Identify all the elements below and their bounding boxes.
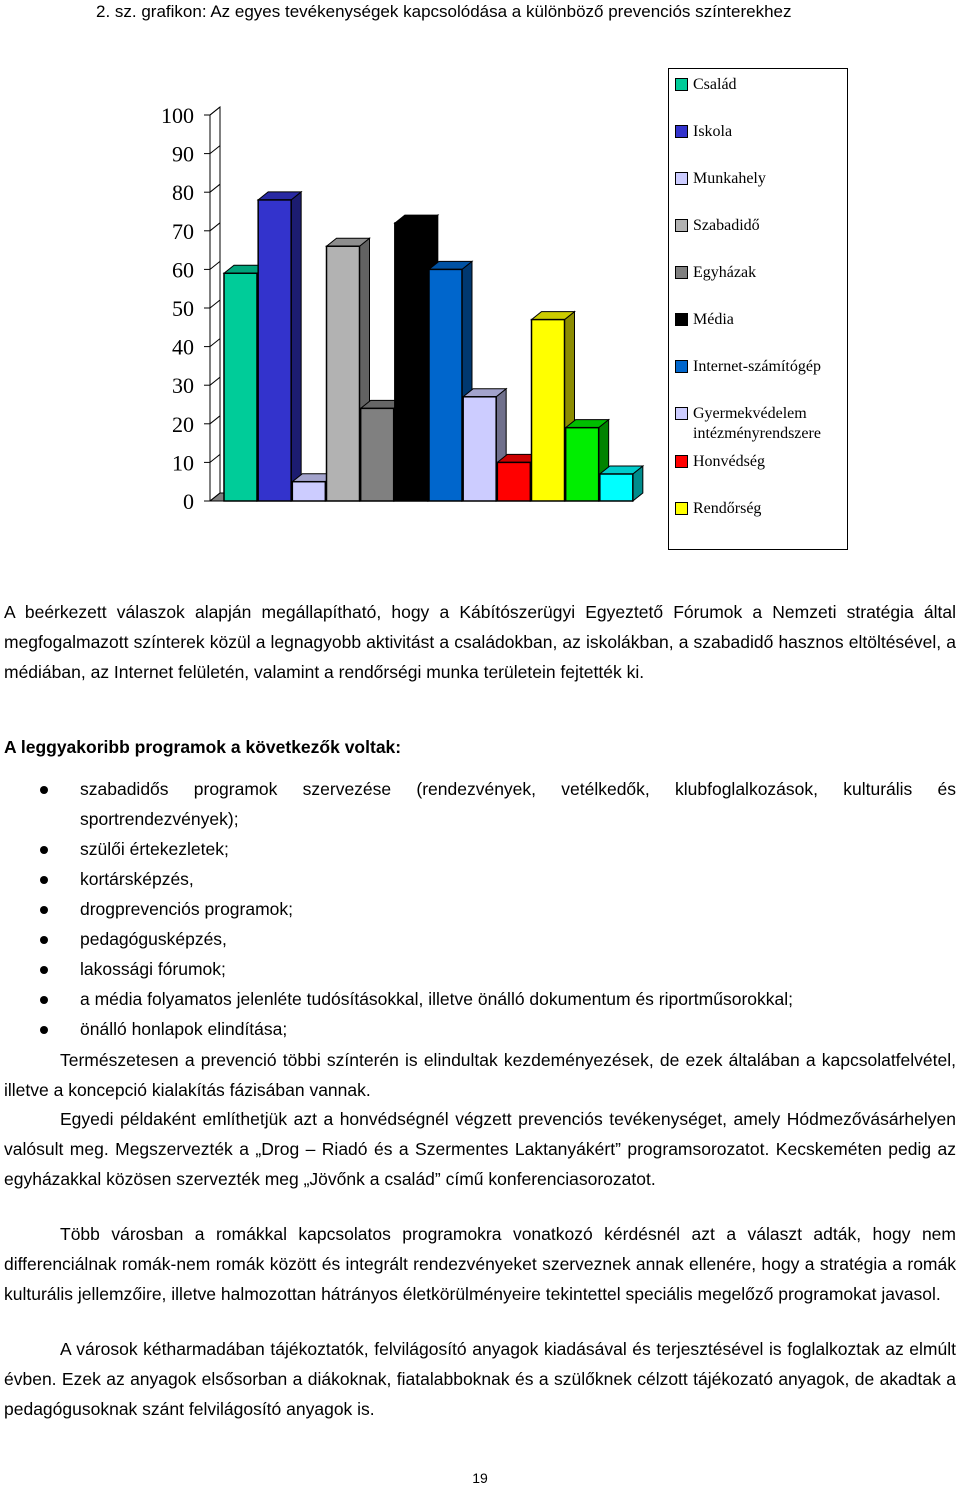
- paragraph-military-example: Egyedi példaként említhetjük azt a honvédségnél végzett prevenciós tevékenységet, amely Hódmezővásárhelyen valósult meg. Megszervezték a „Drog – Riadó és a Szermentes Laktanyákért” programsorozatot. Kecskeméten pedig az egyházakkal közösen szervezték meg „Jövőnk a család” című konferenciasorozatot.: [4, 1109, 956, 1189]
- legend-item: [675, 404, 821, 444]
- y-tick-depth: [210, 377, 220, 385]
- bullet-icon: [40, 1026, 48, 1034]
- legend-swatch: [675, 455, 688, 468]
- legend-item: [675, 310, 734, 330]
- intro-paragraph: A beérkezett válaszok alapján megállapítható, hogy a Kábítószerügyi Egyeztető Fórumok a Nemzeti stratégia által megfogalmazott színterek közül a legnagyobb aktivitást a családokban, az iskolákban, a szabadidő hasznos eltöltésével, a médiában, az Internet felületén, valamint a rendőrségi munka területein fejtették ki.: [4, 602, 956, 682]
- legend-item: [675, 357, 821, 377]
- bar: [429, 269, 462, 501]
- legend-swatch: [675, 172, 688, 185]
- page-title: 2. sz. grafikon: Az egyes tevékenységek kapcsolódása a különböző prevenciós színterekhez: [96, 2, 792, 21]
- y-tick-label: 40: [172, 334, 194, 360]
- list-item: [0, 774, 960, 834]
- list-item-text: önálló honlapok elindítása;: [80, 1019, 288, 1039]
- list-item-text: pedagógusképzés,: [80, 929, 227, 949]
- bullet-icon: [40, 906, 48, 914]
- y-tick-depth: [210, 223, 220, 231]
- y-tick-depth: [210, 300, 220, 308]
- bullet-icon: [40, 996, 48, 1004]
- bar: [566, 428, 599, 501]
- list-item-text: drogprevenciós programok;: [80, 899, 294, 919]
- legend-swatch: [675, 313, 688, 326]
- y-tick-label: 30: [172, 373, 194, 399]
- y-tick-label: 80: [172, 180, 194, 206]
- programs-heading: A leggyakoribb programok a következők voltak:: [4, 737, 402, 757]
- paragraph-roma-programs: Több városban a romákkal kapcsolatos programokra vonatkozó kérdésnél azt a választ adták, hogy nem differenciálnak romák-nem romák között és integrált rendezvényeket szerveznek annak ellenére, hogy a stratégia a romák kulturális jellemzőire, illetve halmozottan hátrányos életkörülményeire tekintettel speciális megelőző programokat javasol.: [4, 1224, 956, 1304]
- bar: [600, 474, 633, 501]
- list-item-text: szülői értekezletek;: [80, 839, 229, 859]
- legend-label: Egyházak: [693, 264, 757, 281]
- bar: [292, 482, 325, 501]
- legend-swatch: [675, 266, 688, 279]
- legend-item: [675, 75, 737, 95]
- legend-label: Munkahely: [693, 170, 766, 187]
- y-tick-label: 50: [172, 296, 194, 321]
- legend-item: [675, 122, 732, 142]
- y-tick-depth: [210, 261, 220, 269]
- legend-label: Iskola: [693, 123, 733, 140]
- y-tick-depth: [210, 416, 220, 424]
- legend-item: [675, 263, 756, 283]
- legend-item: [675, 499, 761, 519]
- legend-label: Média: [693, 311, 734, 328]
- bar: [463, 397, 496, 501]
- bar: [258, 200, 291, 501]
- programs-list: [0, 774, 960, 1044]
- paragraph-other-venues: Természetesen a prevenció többi színterén is elindultak kezdeményezések, de ezek általában a kapcsolatfelvétel, illetve a koncepció kialakítás fázisában vannak.: [4, 1050, 956, 1100]
- bar: [497, 462, 530, 501]
- bullet-icon: [40, 786, 48, 794]
- list-item-text: lakossági fórumok;: [80, 959, 226, 979]
- list-item-text: a média folyamatos jelenléte tudósításokkal, illetve önálló dokumentum és riportműsorokkal;: [80, 989, 793, 1009]
- y-tick-label: 100: [161, 103, 194, 128]
- y-tick-depth: [210, 146, 220, 154]
- list-item-text: szabadidős programok szervezése (rendezvények, vetélkedők, klubfoglalkozások, kulturális és sportrendezvények);: [80, 779, 956, 829]
- chart-legend: [668, 68, 848, 550]
- bar: [224, 273, 257, 501]
- legend-label: Internet-számítógép: [693, 358, 821, 375]
- list-item: [0, 834, 960, 864]
- bullet-icon: [40, 966, 48, 974]
- list-item: [0, 924, 960, 954]
- legend-swatch: [675, 360, 688, 373]
- bar: [361, 408, 394, 501]
- list-item: [0, 864, 960, 894]
- list-item: [0, 1014, 960, 1044]
- list-item: [0, 984, 960, 1014]
- y-tick-depth: [210, 339, 220, 347]
- legend-swatch: [675, 125, 688, 138]
- legend-label: Honvédség: [693, 453, 765, 470]
- legend-label: Gyermekvédelem intézményrendszere: [693, 405, 821, 442]
- bar-side: [291, 192, 301, 501]
- legend-swatch: [675, 502, 688, 515]
- legend-swatch: [675, 78, 688, 91]
- legend-swatch: [675, 407, 688, 420]
- legend-swatch: [675, 219, 688, 232]
- bar: [395, 223, 428, 501]
- y-tick-label: 0: [183, 489, 194, 514]
- bar: [327, 246, 360, 501]
- list-item: [0, 954, 960, 984]
- bullet-icon: [40, 846, 48, 854]
- list-item-text: kortársképzés,: [80, 869, 194, 889]
- legend-item: [675, 216, 760, 236]
- legend-item: [675, 169, 766, 189]
- paragraph-information-materials: A városok kétharmadában tájékoztatók, felvilágosító anyagok kiadásával és terjesztésével is foglalkoztak az elmúlt évben. Ezek az anyagok elsősorban a diákoknak, fiatalabboknak és a szülőknek célzott tájékozató anyagok, de akadtak a pedagógusoknak szánt felvilágosító anyagok is.: [4, 1339, 956, 1419]
- legend-item: [675, 452, 765, 472]
- y-tick-label: 20: [172, 411, 194, 437]
- bullet-icon: [40, 936, 48, 944]
- bar: [532, 320, 565, 501]
- page-number: 19: [472, 1470, 488, 1486]
- list-item: [0, 894, 960, 924]
- y-tick-depth: [210, 454, 220, 462]
- y-tick-label: 10: [172, 450, 194, 476]
- y-tick-label: 70: [172, 218, 194, 244]
- y-tick-label: 60: [172, 257, 194, 283]
- y-tick-depth: [210, 107, 220, 115]
- bullet-icon: [40, 876, 48, 884]
- legend-label: Szabadidő: [693, 217, 760, 234]
- y-tick-depth: [210, 184, 220, 192]
- legend-label: Család: [693, 76, 737, 93]
- legend-label: Rendőrség: [693, 500, 762, 517]
- y-tick-label: 90: [172, 141, 194, 167]
